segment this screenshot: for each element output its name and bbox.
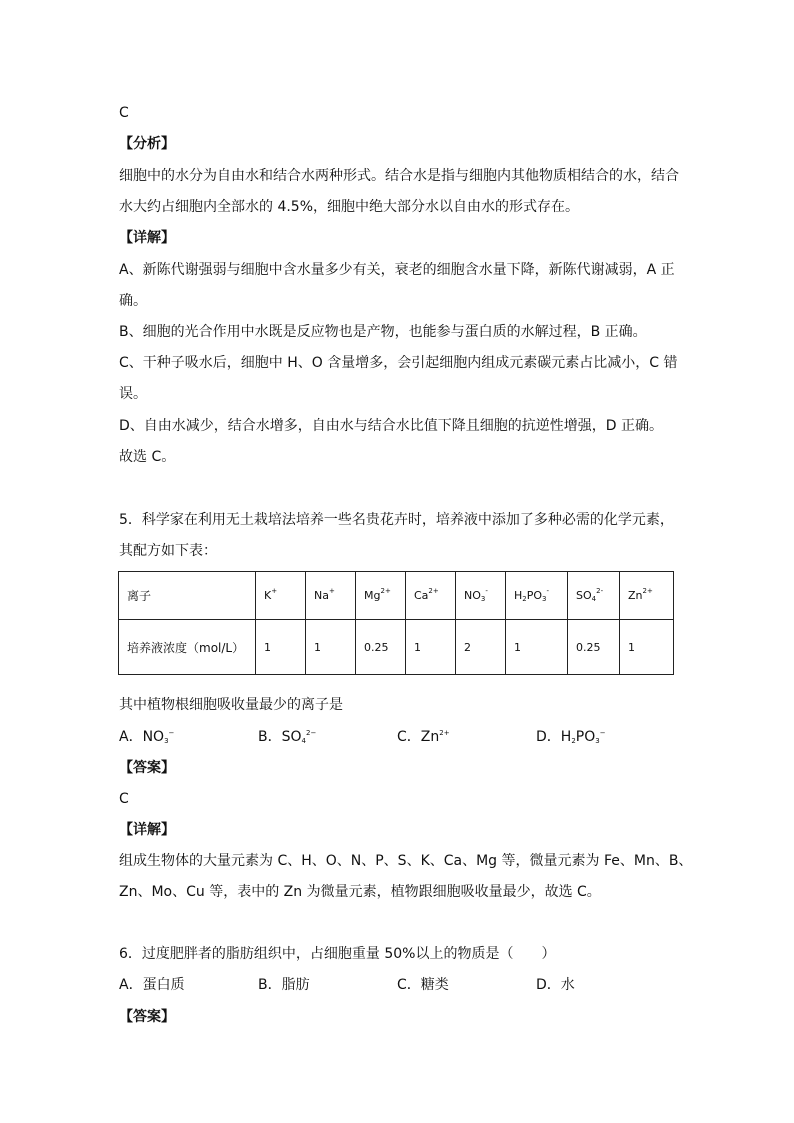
q5-option-b: B．$SO_4^{2-}$ bbox=[258, 729, 317, 745]
q4-answer: C bbox=[119, 105, 129, 121]
ion-cell: $NO_3^-$ bbox=[456, 572, 506, 620]
q6-option-c: C．糖类 bbox=[397, 977, 449, 993]
ion-cell: $Mg^{2+}$ bbox=[356, 572, 406, 620]
q4-detail-c-line-1: C、干种子吸水后，细胞中 H、O 含量增多，会引起细胞内组成元素碳元素占比减小，C 错 bbox=[119, 355, 678, 371]
q5-question: 其中植物根细胞吸收量最少的离子是 bbox=[119, 697, 343, 713]
q5-option-d: D．$H_2PO_3^-$ bbox=[536, 729, 606, 745]
ion-cell: $Ca^{2+}$ bbox=[406, 572, 456, 620]
ion-cell: $SO_4^{2-}$ bbox=[568, 572, 620, 620]
value-cell: 0.25 bbox=[568, 620, 620, 675]
q4-detail-label: 【详解】 bbox=[119, 230, 175, 246]
table-row-label-ion: 离子 bbox=[119, 572, 256, 620]
q5-answer: C bbox=[119, 791, 129, 807]
q4-detail-a-line-1: A、新陈代谢强弱与细胞中含水量多少有关，衰老的细胞含水量下降，新陈代谢减弱，A 正 bbox=[119, 262, 675, 278]
value-cell: 1 bbox=[306, 620, 356, 675]
value-cell: 1 bbox=[256, 620, 306, 675]
q5-answer-label: 【答案】 bbox=[119, 760, 175, 776]
q5-option-a: A．$NO_3^-$ bbox=[119, 729, 175, 745]
table-row-label-concentration: 培养液浓度（mol/L） bbox=[119, 620, 256, 675]
q4-analysis-line-2: 水大约占细胞内全部水的 4.5%，细胞中绝大部分水以自由水的形式存在。 bbox=[119, 199, 580, 215]
q6-stem: 6．过度肥胖者的脂肪组织中，占细胞重量 50%以上的物质是（ ） bbox=[119, 946, 556, 962]
q5-detail-label: 【详解】 bbox=[119, 822, 175, 838]
q4-detail-d: D、自由水减少，结合水增多，自由水与结合水比值下降且细胞的抗逆性增强，D 正确。 bbox=[119, 418, 664, 434]
ion-cell: $Zn^{2+}$ bbox=[620, 572, 674, 620]
q5-ion-table bbox=[118, 571, 674, 675]
ion-cell: Na+ bbox=[306, 572, 356, 620]
table-row bbox=[119, 620, 674, 675]
q5-stem-line-1: 5．科学家在利用无土栽培法培养一些名贵花卉时，培养液中添加了多种必需的化学元素， bbox=[119, 512, 674, 528]
q6-answer-label: 【答案】 bbox=[119, 1009, 175, 1025]
value-cell: 1 bbox=[406, 620, 456, 675]
q5-stem-line-2: 其配方如下表： bbox=[119, 543, 217, 559]
q5-detail-line-1: 组成生物体的大量元素为 C、H、O、N、P、S、K、Ca、Mg 等，微量元素为 Fe、Mn、B、 bbox=[119, 853, 693, 869]
value-cell: 1 bbox=[620, 620, 674, 675]
q5-option-c: C．$Zn^{2+}$ bbox=[397, 729, 450, 745]
ion-cell: $H_2PO_3^-$ bbox=[506, 572, 568, 620]
q6-option-d: D．水 bbox=[536, 977, 575, 993]
value-cell: 0.25 bbox=[356, 620, 406, 675]
ion-cell: K+ bbox=[256, 572, 306, 620]
table-row bbox=[119, 572, 674, 620]
q4-conclusion: 故选 C。 bbox=[119, 449, 176, 465]
q4-analysis-line-1: 细胞中的水分为自由水和结合水两种形式。结合水是指与细胞内其他物质相结合的水，结合 bbox=[119, 168, 679, 184]
q4-detail-a-line-2: 确。 bbox=[119, 293, 147, 309]
q6-option-a: A．蛋白质 bbox=[119, 977, 185, 993]
value-cell: 2 bbox=[456, 620, 506, 675]
q4-detail-b: B、细胞的光合作用中水既是反应物也是产物，也能参与蛋白质的水解过程，B 正确。 bbox=[119, 324, 647, 340]
q6-option-b: B．脂肪 bbox=[258, 977, 310, 993]
q4-detail-c-line-2: 误。 bbox=[119, 386, 147, 402]
value-cell: 1 bbox=[506, 620, 568, 675]
q5-detail-line-2: Zn、Mo、Cu 等，表中的 Zn 为微量元素，植物跟细胞吸收量最少，故选 C。 bbox=[119, 884, 601, 900]
q4-analysis-label: 【分析】 bbox=[119, 136, 175, 152]
